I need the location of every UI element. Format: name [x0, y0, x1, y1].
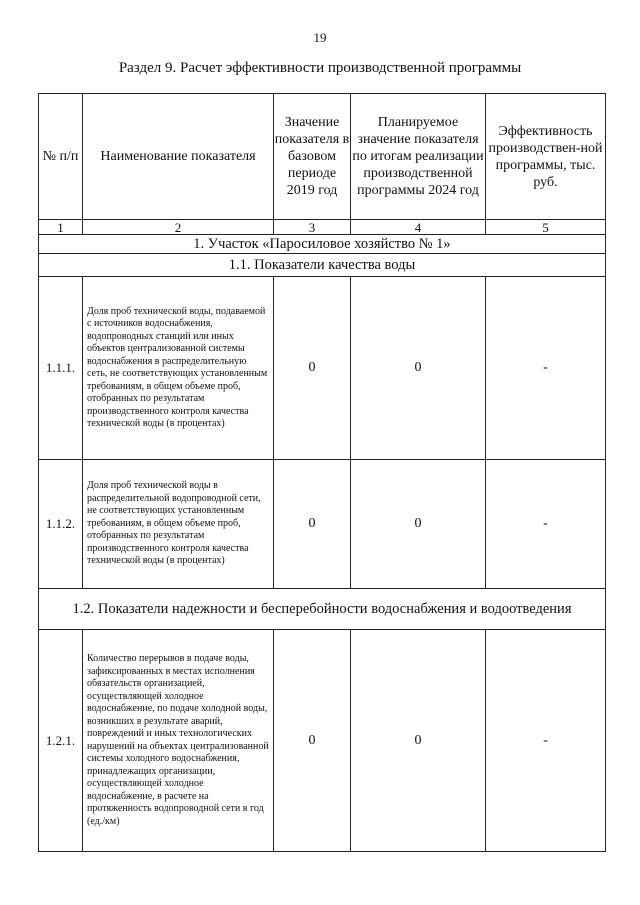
header-planned-value: Планируемое значение показателя по итогам реализации производственной программы 2024 год: [351, 94, 486, 220]
table-row: [39, 630, 606, 852]
row-index: 1.2.1.: [39, 630, 83, 852]
subsection-heading: 1.2. Показатели надежности и бесперебойности водоснабжения и водоотведения: [39, 589, 606, 630]
section-row: [39, 235, 606, 254]
row-efficiency: -: [486, 630, 606, 852]
row-planned-value: 0: [351, 277, 486, 460]
row-base-value: 0: [274, 277, 351, 460]
subsection-heading: 1.1. Показатели качества воды: [39, 254, 606, 277]
column-number: 2: [83, 220, 274, 235]
header-base-value: Значение показателя в базовом периоде 2019 год: [274, 94, 351, 220]
header-efficiency: Эффективность производствен-ной программы, тыс. руб.: [486, 94, 606, 220]
row-efficiency: -: [486, 460, 606, 589]
subsection-row: [39, 589, 606, 630]
row-description: Доля проб технической воды в распределительной водопроводной сети, не соответствующих установленным требованиям, в общем объеме проб, отобранных по результатам производственного контроля качества технической воды (в процентах): [83, 460, 274, 589]
column-number-row: [39, 220, 606, 235]
table-row: [39, 460, 606, 589]
page-number: 19: [313, 30, 327, 45]
row-index: 1.1.1.: [39, 277, 83, 460]
row-planned-value: 0: [351, 460, 486, 589]
header-indicator-name: Наименование показателя: [83, 94, 274, 220]
row-base-value: 0: [274, 460, 351, 589]
section-title: Раздел 9. Расчет эффективности производственной программы: [118, 60, 522, 76]
row-index: 1.1.2.: [39, 460, 83, 589]
header-number: № п/п: [39, 94, 83, 220]
column-number: 4: [351, 220, 486, 235]
table-header-row: [39, 94, 606, 220]
row-description: Доля проб технической воды, подаваемой с источников водоснабжения, водопроводных станций или иных объектов централизованной системы водоснабжения в распределительную сеть, не соответствующих установленным требованиям, в общем объеме проб, отобранных по результатам производственного контроля качества технической воды (в процентах): [83, 277, 274, 460]
row-efficiency: -: [486, 277, 606, 460]
column-number: 3: [274, 220, 351, 235]
section-heading: 1. Участок «Паросиловое хозяйство № 1»: [39, 235, 606, 254]
row-planned-value: 0: [351, 630, 486, 852]
column-number: 1: [39, 220, 83, 235]
efficiency-table: [38, 93, 606, 852]
column-number: 5: [486, 220, 606, 235]
row-base-value: 0: [274, 630, 351, 852]
table-row: [39, 277, 606, 460]
subsection-row: [39, 254, 606, 277]
row-description: Количество перерывов в подаче воды, зафиксированных в местах исполнения обязательств организацией, осуществляющей холодное водоснабжение, по подаче холодной воды, возникших в результате аварий, повреждений и иных технологических нарушений на объектах централизованной системы холодного водоснабжения, принадлежащих организации, осуществляющей холодное водоснабжение, в расчете на протяженность водопроводной сети в год (ед./км): [83, 630, 274, 852]
